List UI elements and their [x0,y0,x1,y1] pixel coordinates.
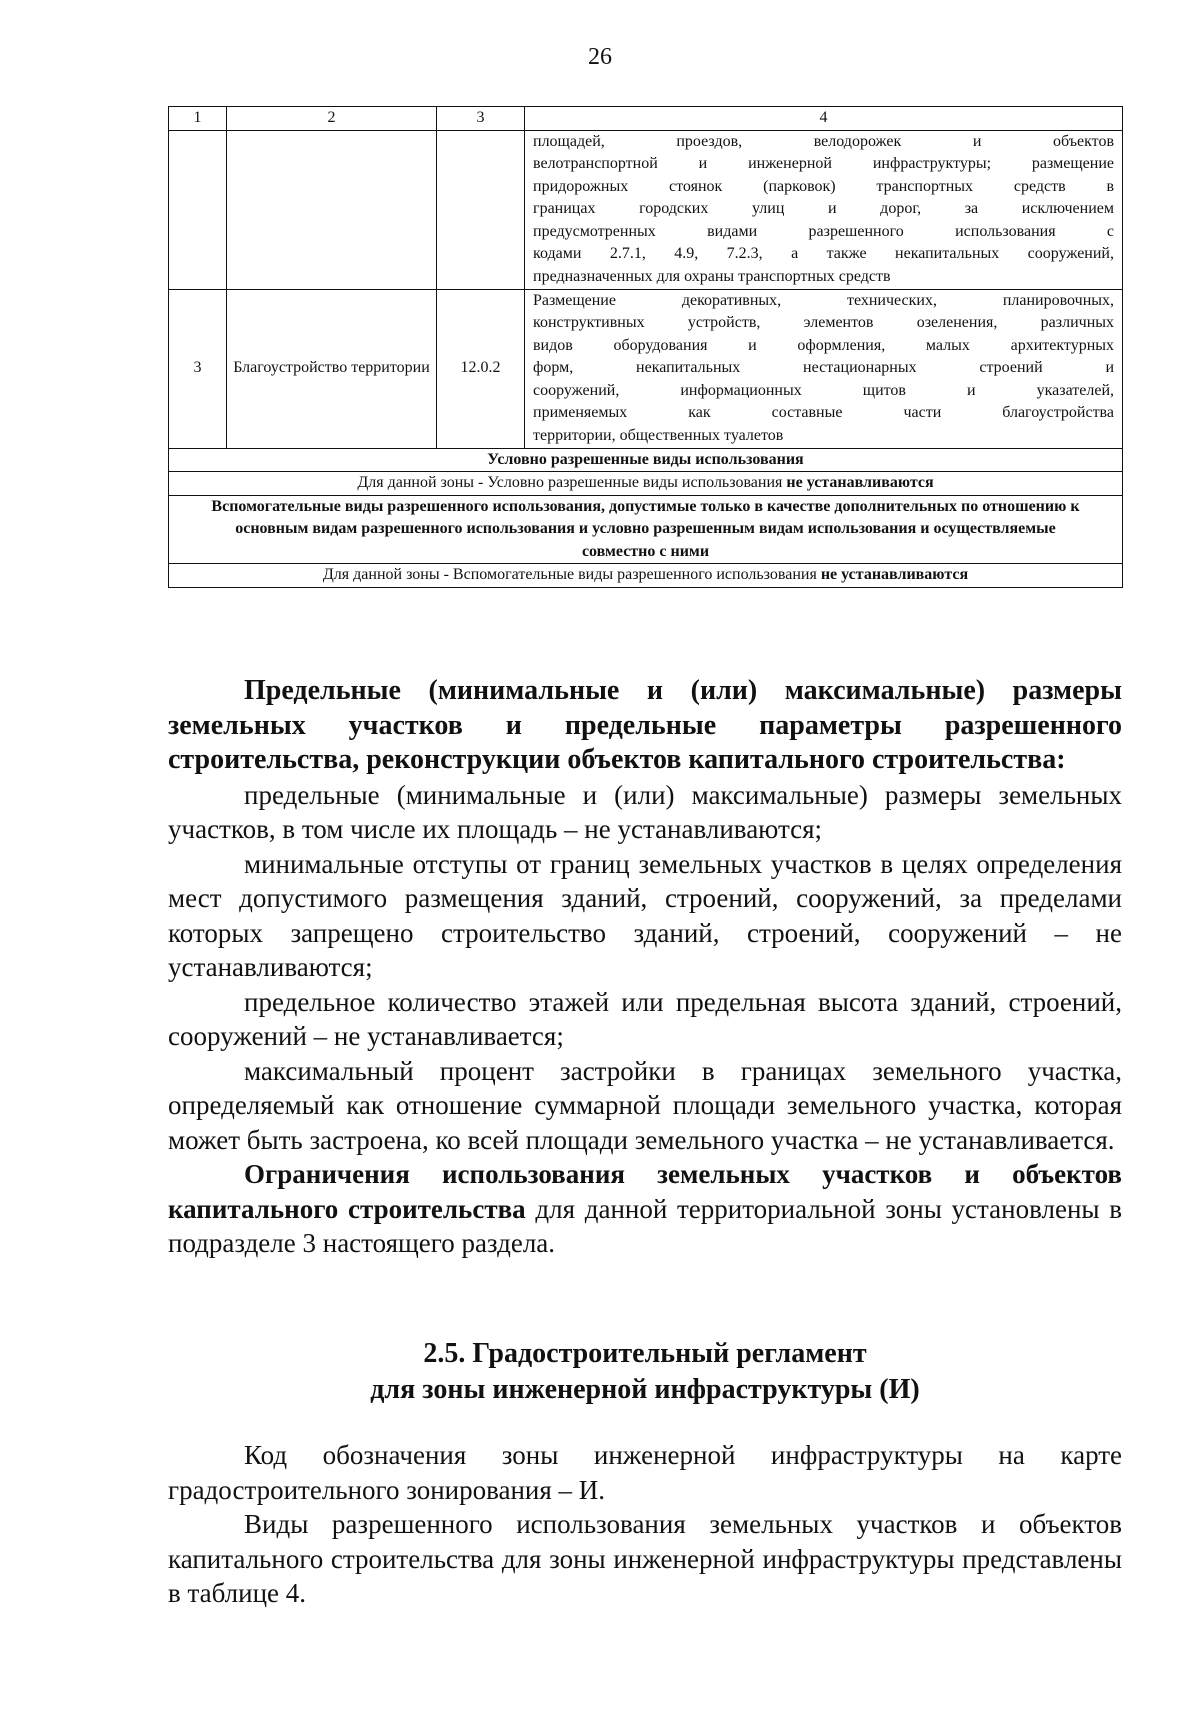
description-line: придорожных стоянок (парковок) транспортных средств в [533,177,1114,195]
description-line: велотранспортной и инженерной инфраструктуры; размещение [533,155,1114,173]
column-header: 4 [525,107,1123,131]
paragraph: минимальные отступы от границ земельных участков в целях определения мест допустимого размещения зданий, строений, сооружений, за пределами которых запрещено строительство зданий, строений, сооружений – не устанавливаются; [168,848,1122,982]
auxiliary-uses-note [169,564,1123,588]
note-text: Для данной зоны - Условно разрешенные виды использования [357,474,787,491]
row-number-cell [169,130,227,289]
description-line: конструктивных устройств, элементов озеленения, различных [533,314,1114,332]
use-name-cell: Благоустройство территории [227,289,437,448]
table-row [169,289,1123,448]
permitted-uses-table [168,106,1123,588]
column-header: 3 [437,107,525,131]
note-text: Для данной зоны - Вспомогательные виды разрешенного использования [322,566,821,583]
column-header: 1 [169,107,227,131]
row-number-cell: 3 [169,289,227,448]
table-row [169,564,1123,588]
table-header-row [169,107,1123,131]
use-description-cell [525,130,1123,289]
note-bold-text: не устанавливаются [820,566,969,583]
limits-heading: Предельные (минимальные и (или) максимальные) размеры земельных участков и предельные параметры разрешенного строительства, реконструкции объектов капитального строительства: [168,675,1122,775]
description-line: предусмотренных видами разрешенного использования с [533,222,1114,240]
description-line: сооружений, информационных щитов и указателей, [533,381,1114,399]
restrictions-text: для данной территориальной зоны установлены в подразделе 3 настоящего раздела. [168,1193,1122,1258]
use-code-cell [437,130,525,289]
description-line: форм, некапитальных нестационарных строений и [533,359,1114,377]
section-2-5 [168,1336,1122,1611]
paragraph: максимальный процент застройки в границах земельного участка, определяемый как отношение суммарной площади земельного участка, которая может быть застроена, ко всей площади земельного участка – не устанавливается. [168,1055,1122,1155]
column-header: 2 [227,107,437,131]
table-row [169,130,1123,289]
description-line: видов оборудования и оформления, малых архитектурных [533,336,1114,354]
description-line: площадей, проездов, велодорожек и объектов [533,132,1114,150]
description-line: Размещение декоративных, технических, планировочных, [533,291,1114,309]
description-line: территории, общественных туалетов [533,426,784,444]
auxiliary-uses-header: Вспомогательные виды разрешенного использования, допустимые только в качестве дополнительных по отношению к основным видам разрешенного использования и условно разрешенным видам использования и осуществляемые совместно с ними [169,495,1123,564]
section-title: для зоны инженерной инфраструктуры (И) [370,1374,920,1405]
page-number: 26 [588,44,612,70]
section-title: 2.5. Градостроительный регламент [423,1338,867,1369]
table-row [169,495,1123,564]
table-row [169,472,1123,496]
description-line: применяемых как составные части благоустройства [533,404,1114,422]
table-row [169,448,1123,472]
limits-section [168,674,1122,1261]
use-name-cell [227,130,437,289]
use-description-cell [525,289,1123,448]
paragraph: Код обозначения зоны инженерной инфраструктуры на карте градостроительного зонирования – И. [168,1440,1122,1505]
restrictions-bold: Ограничения использования земельных участков и объектов капитального строительства [168,1159,1122,1224]
conditional-uses-header: Условно разрешенные виды использования [169,448,1123,472]
conditional-uses-note [169,472,1123,496]
description-line: кодами 2.7.1, 4.9, 7.2.3, а также некапитальных сооружений, [533,245,1114,263]
description-line: границах городских улиц и дорог, за исключением [533,200,1114,218]
note-bold-text: не устанавливаются [786,474,934,491]
description-line: предназначенных для охраны транспортных средств [533,267,891,285]
paragraph: предельное количество этажей или предельная высота зданий, строений, сооружений – не устанавливается; [168,986,1122,1051]
use-code-cell: 12.0.2 [437,289,525,448]
restrictions-paragraph [168,1157,1122,1261]
paragraph: предельные (минимальные и (или) максимальные) размеры земельных участков, в том числе их площадь – не устанавливаются; [168,779,1122,844]
paragraph: Виды разрешенного использования земельных участков и объектов капитального строительства для зоны инженерной инфраструктуры представлены в таблице 4. [168,1509,1122,1608]
